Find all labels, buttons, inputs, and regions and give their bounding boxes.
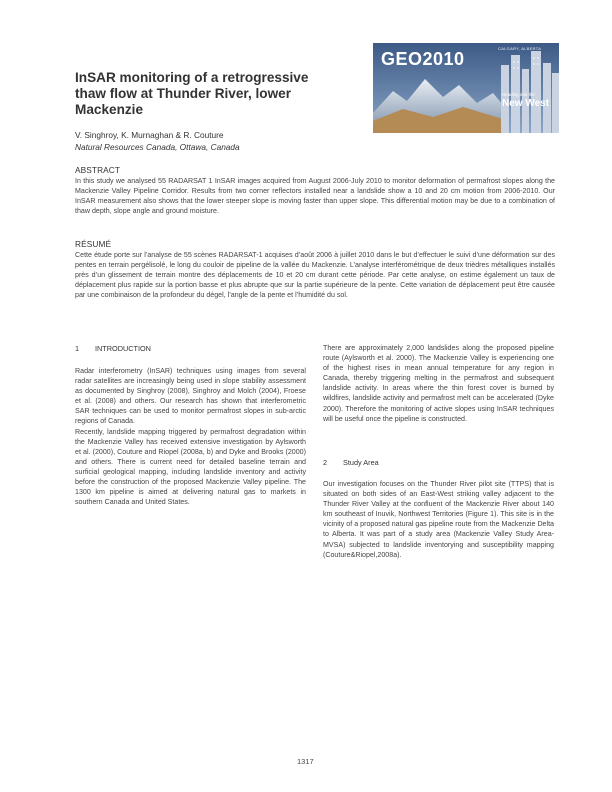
right-column-bottom: [323, 479, 554, 560]
resume-text: Cette étude porte sur l’analyse de 55 scènes RADARSAT-1 acquises d’août 2006 à juillet 2010 dans le but d’effectuer le suivi d’une déformation sur des pentes en terrain pergélisolé, le long du couloir de pipeline de la vallée du Mackenzie. L’analyse interférométrique de deux trièdres métalliques installés près d’un glissement de terrain montre des déplacements de 10 et 20 cm durant cette période. Par cette analyse, on estime également un taux de déplacement plus rapide sur la portion basse et plus abrupte que sur la partie supérieure de la pente. Cette variation de déplacement peut être causée par une combinaison de la profondeur du dégel, l’angle de la pente et l’humidité du sol.: [75, 251, 555, 299]
intro-paragraph-3: There are approximately 2,000 landslides along the proposed pipeline route (Aylsworth et al. 2000). The Mackenzie Valley is experiencing one of the highest rises in mean annual temperature for any region in Canada, thereby triggering melting in the permafrost and subsequent landslide activity. In areas where the thin forest cover is burned by wildfires, landslide activity and permafrost melt can be accelerated (Dyke 2000). Therefore the monitoring of active slopes using InSAR techniques will be useful once the pipeline is constructed.: [323, 344, 554, 423]
intro-paragraph-2: Recently, landslide mapping triggered by permafrost degradation within the Mackenzie Valley has received extensive investigation by Aylsworth et al. (2000), Couture and Riopel (2008a, b) and Dyke and Brooks (2000) and others. There is current need for detailed baseline terrain and surficial geological mapping, including landslide inventory and activity before the construction of the proposed Mackenzie Valley pipeline. The 1300 km pipeline is aimed at delivering natural gas to markets in southern Canada and United States.: [75, 427, 306, 507]
section-2-title: Study Area: [343, 458, 379, 467]
right-column-top: [323, 343, 554, 424]
section-2-heading: [323, 458, 379, 467]
section-1-heading: [75, 344, 151, 353]
abstract-text: In this study we analysed 55 RADARSAT 1 InSAR images acquired from August 2006-July 2010 to monitor deformation of permafrost slopes along the Mackenzie Valley Pipeline Corridor. Results from two corner reflectors installed near a landslide show a 10 and 20 cm motion from 2006-2010. Our InSAR measurement also shows that the lower steeper slope is moving faster than upper slope. This differential motion may be due to a combination of thaw depth, slope angle and ground moisture.: [75, 177, 555, 215]
banner-tagline-2: New West: [502, 98, 550, 109]
page-number: 1317: [297, 757, 314, 766]
paper-authors: V. Singhroy, K. Murnaghan & R. Couture: [75, 130, 224, 140]
conference-logo: GEO2010: [381, 49, 465, 69]
study-area-paragraph: Our investigation focuses on the Thunder River pilot site (TTPS) that is situated on both sides of an East-West striking valley adjacent to the Thunder River Valley at the confluent of the Mackenzie River about 140 km southeast of Inuvik, Northwest Territories (Figure 1). This site is in the vicinity of a proposed natural gas pipeline route from the Mackenzie Delta to Alberta. It was part of a study area (Mackenzie Valley Study Area-MVSA) subjected to landslide inventorying and susceptibility mapping (Couture&Riopel,2008a).: [323, 480, 554, 559]
banner-tagline-1: Heading into the: [502, 92, 535, 97]
section-1-title: INTRODUCTION: [95, 344, 151, 353]
conference-location: CALGARY, ALBERTA: [498, 46, 542, 51]
paper-affiliation: Natural Resources Canada, Ottawa, Canada: [75, 142, 240, 152]
paper-title: InSAR monitoring of a retrogressive thaw flow at Thunder River, lower Mackenzie: [75, 70, 309, 117]
section-1-number: 1: [75, 344, 80, 353]
intro-paragraph-1: Radar interferometry (InSAR) techniques using images from several radar satellites are increasingly being used in slope stability assessment as documented by Singhroy (2008), Singhroy and Molch (2004), Froese et al. (2008) and others. Our research has shown that interferometric SAR techniques can be used to monitor permafrost slopes in sub-arctic regions of Canada.: [75, 367, 306, 426]
resume-heading: RÉSUMÉ: [75, 239, 112, 249]
left-column: [75, 366, 306, 507]
section-2-number: 2: [323, 458, 328, 467]
abstract-heading: ABSTRACT: [75, 165, 121, 175]
